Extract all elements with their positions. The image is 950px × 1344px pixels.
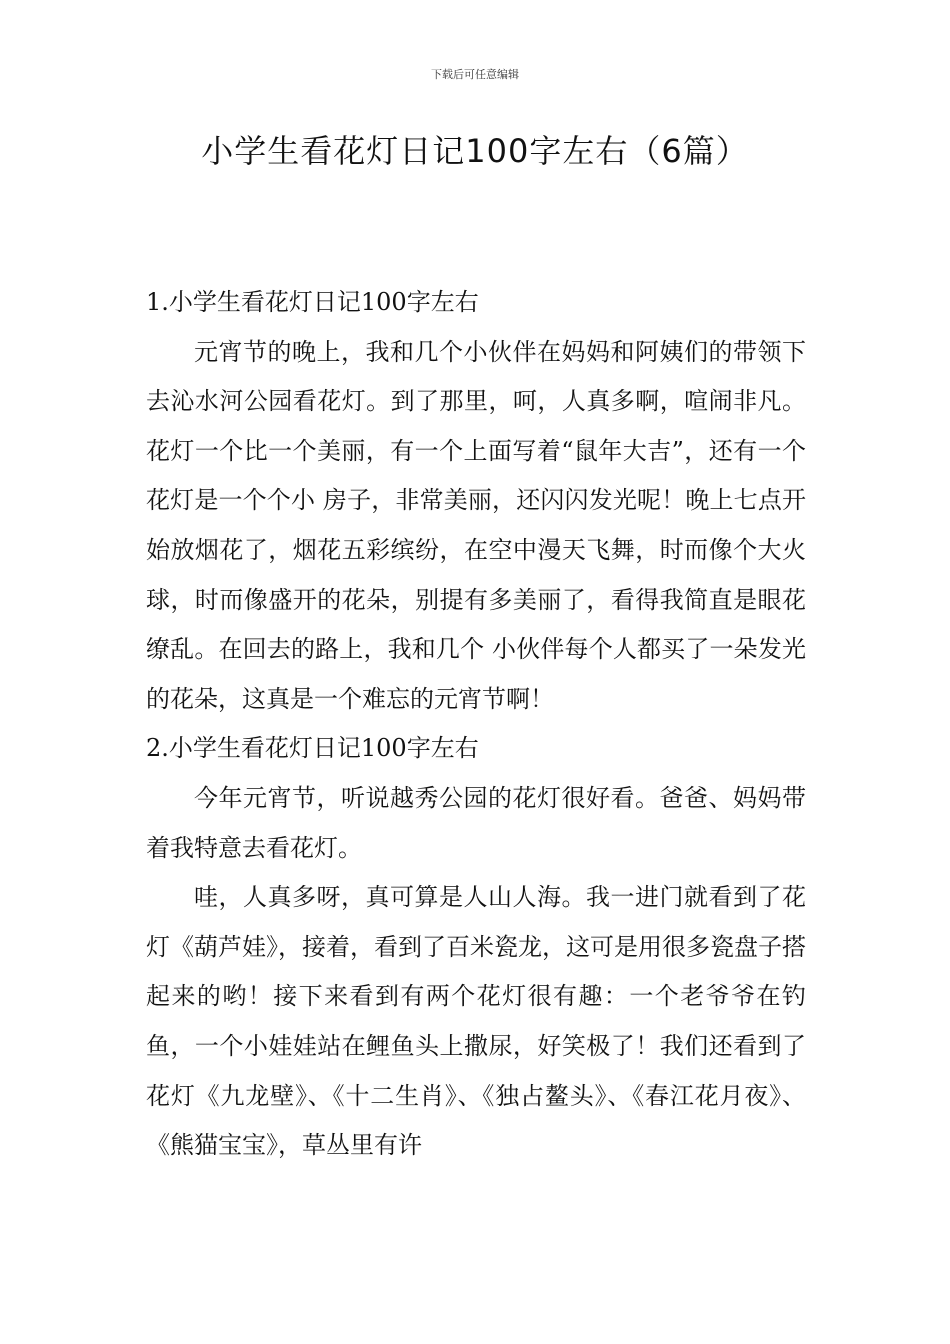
header-note: 下载后可任意编辑 — [431, 68, 519, 81]
paragraph: 今年元宵节，听说越秀公园的花灯很好看。爸爸、妈妈带着我特意去看花灯。 — [146, 783, 806, 862]
section-heading: 1.小学生看花灯日记100字左右 — [146, 288, 479, 316]
document-body — [146, 278, 806, 1171]
document-title: 小学生看花灯日记100字左右（6篇） — [201, 132, 749, 170]
section-heading: 2.小学生看花灯日记100字左右 — [146, 734, 479, 763]
paragraph: 元宵节的晚上，我和几个小伙伴在妈妈和阿姨们的带领下去沁水河公园看花灯。到了那里，呵，人真多啊，喧闹非凡。花灯一个比一个美丽，有一个上面写着“鼠年大吉”，还有一个花灯是一个个小 房子，非常美丽，还闪闪发光呢！晚上七点开始放烟花了，烟花五彩缤纷，在空中漫天飞舞，时而像个大火球，时而像盛开的花朵，别提有多美丽了，看得我简直是眼花缭乱。在回去的路上，我和几个 小伙伴每个人都买了一朵发光的花朵，这真是一个难忘的元宵节啊！ — [146, 337, 806, 713]
paragraph: 哇，人真多呀，真可算是人山人海。我一进门就看到了花灯《葫芦娃》，接着，看到了百米瓷龙，这可是用很多瓷盘子搭起来的哟！接下来看到有两个花灯很有趣：一个老爷爷在钓鱼，一个小娃娃站在鲤鱼头上撒尿，好笑极了！我们还看到了花灯《九龙壁》、《十二生肖》、《独占鳌头》、《春江花月夜》、《熊猫宝宝》，草丛里有许 — [146, 883, 806, 1160]
